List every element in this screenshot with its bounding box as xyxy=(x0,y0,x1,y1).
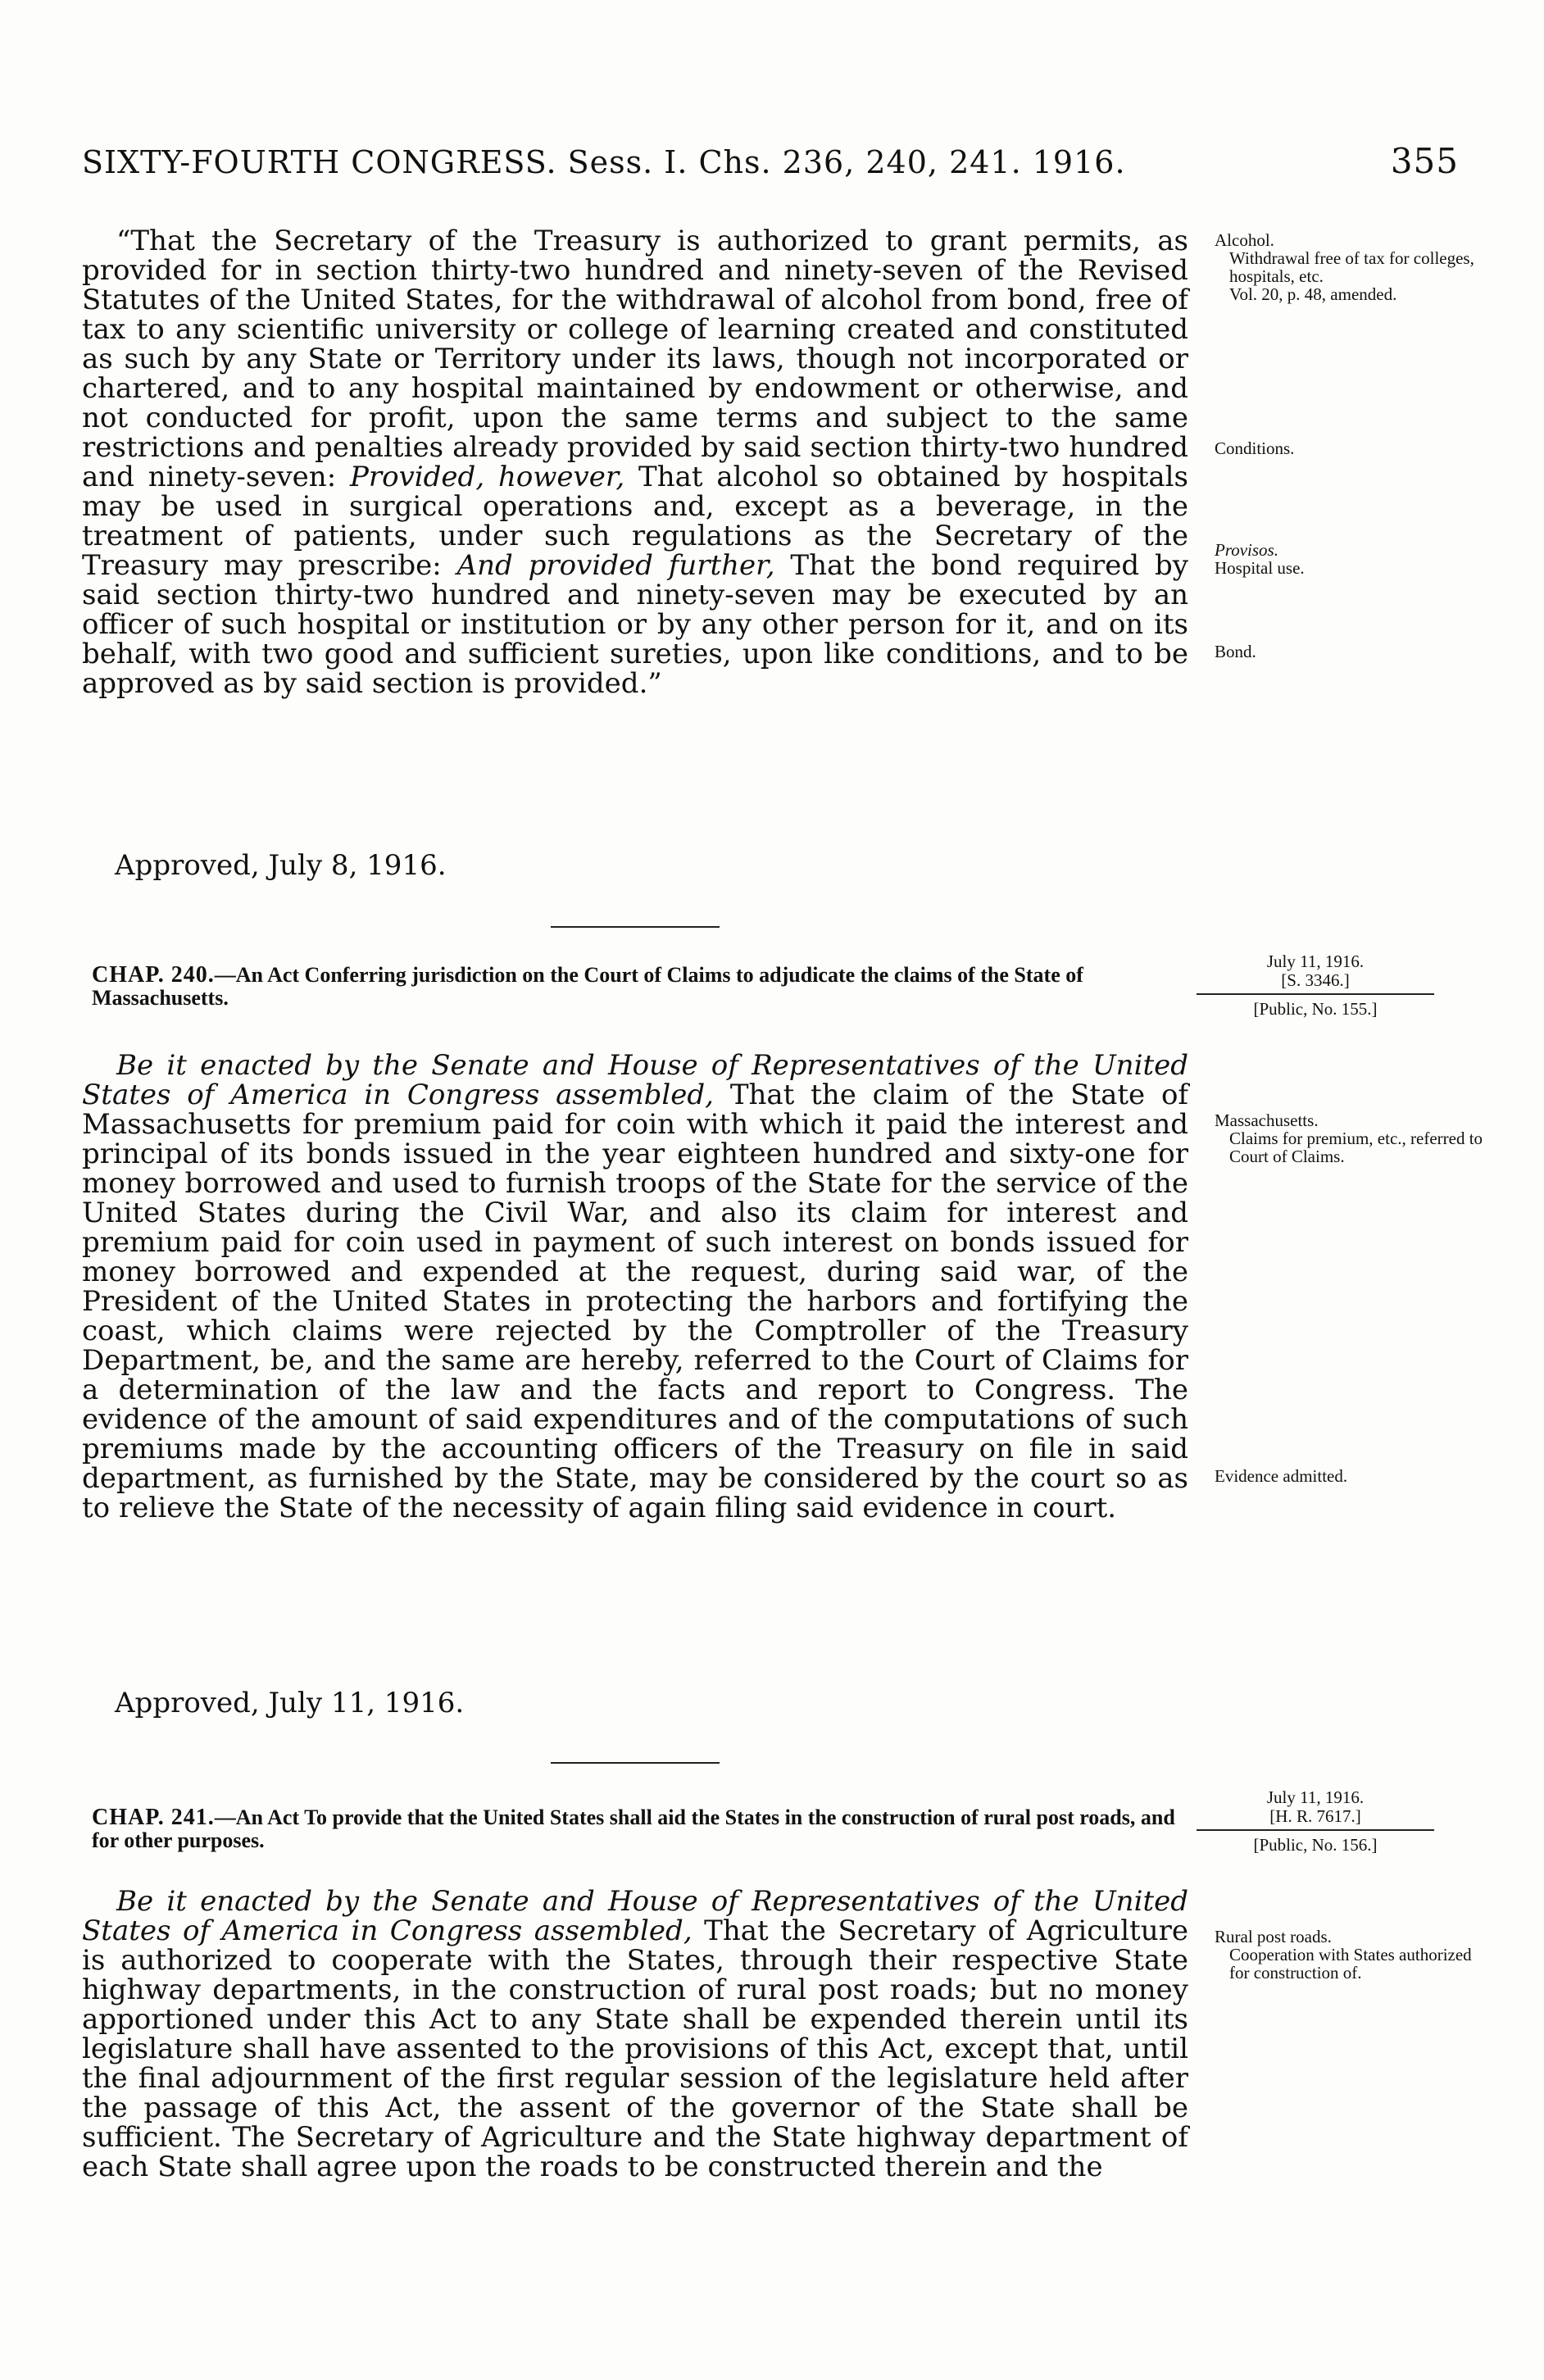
chapter-240-text: Be it enacted by the Senate and House of Representatives of the United States of America in Congress assembled, That the claim of the State of Massachusetts for premium paid for coin with which it paid the interest and principal of its bonds issued in the year eighteen hundred and sixty-one for money borrowed and used to furnish troops of the State for the service of the United States during the Civil War, and also its claim for interest and premium paid for coin used in payment of such interest on bonds issued for money borrowed and expended at the request, during said war, of the President of the United States in protecting the harbors and fortifying the coast, which claims were rejected by the Comptroller of the Treasury Department, be, and the same are hereby, referred to the Court of Claims for a determination of the law and the facts and report to Congress. The evidence of the amount of said expenditures and of the computations of such premiums made by the accounting officers of the Treasury on file in said department, as furnished by the State, may be considered by the court so as to relieve the State of the necessity of again filing said evidence in court. xyxy=(82,1049,1188,1524)
margin-note-conditions: Conditions. xyxy=(1215,438,1295,458)
running-head-text: SIXTY-FOURTH CONGRESS. Sess. I. Chs. 236, 240, 241. 1916. xyxy=(82,144,1126,180)
section-236-text xyxy=(82,226,1188,698)
proviso-2: And provided further, xyxy=(456,549,775,582)
chapter-241-number: CHAP. 241. xyxy=(92,1805,215,1830)
chapter-241-heading xyxy=(92,1806,1182,1852)
chapter-241-text: Be it enacted by the Senate and House of Representatives of the United States of America in Congress assembled, That the Secretary of Agriculture is authorized to cooperate with the States, through their respective State highway departments, in the construction of rural post roads; but no money apportioned under this Act to any State shall be expended therein until its legislature shall have assented to the provisions of this Act, except that, until the final adjournment of the first regular session of the legislature held after the passage of this Act, the assent of the governor of the State shall be sufficient. The Secretary of Agriculture and the State highway department of each State shall agree upon the roads to be constructed therein and the xyxy=(82,1885,1188,2183)
enacting-clause-241: Be it enacted by the Senate and House of Representatives of the United States of America in Congress assembled, xyxy=(82,1885,1188,1947)
chapter-240-heading xyxy=(92,964,1182,1010)
approved-240: Approved, July 11, 1916. xyxy=(115,1687,465,1719)
margin-note-provisos: Provisos. Hospital use. xyxy=(1215,540,1305,578)
margin-note-rural-roads: Rural post roads. Cooperation with States authorized for construction of. xyxy=(1215,1927,1472,1983)
approved-236: Approved, July 8, 1916. xyxy=(115,849,447,882)
margin-note-massachusetts: Massachusetts. Claims for premium, etc., referred to Court of Claims. xyxy=(1215,1111,1483,1166)
page-number: 355 xyxy=(1390,141,1459,181)
enacting-clause-240: Be it enacted by the Senate and House of Representatives of the United States of America in Congress assembled, xyxy=(82,1049,1188,1111)
section-236-paragraph: “That the Secretary of the Treasury is authorized to grant permits, as provided for in section thirty-two hundred and ninety-seven of the Revised Statutes of the United States, for the withdrawal of alcohol from bond, free of tax to any scientific university or college of learning created and constituted as such by any State or Territory under its laws, though not incorporated or chartered, and to any hospital maintained by endowment or otherwise, and not conducted for profit, upon the same terms and subject to the same restrictions and penalties already provided by said section thirty-two hundred and ninety-seven: Provided, however, That alcohol so obtained by hospitals may be used in surgical operations and, except as a beverage, in the treatment of patients, under such regulations as the Secretary of the Treasury may prescribe: And provided further, That the bond required by said section thirty-two hundred and ninety-seven may be executed by an officer of such hospital or institution or by any other person for it, and on its behalf, with two good and sufficient sureties, upon like conditions, and to be approved as by said section is provided.” xyxy=(82,225,1188,700)
section-divider xyxy=(551,926,720,928)
margin-note-alcohol: Alcohol. Withdrawal free of tax for colleges, hospitals, etc. Vol. 20, p. 48, amended. xyxy=(1215,230,1474,304)
running-head xyxy=(82,141,1459,181)
margin-note-bond: Bond. xyxy=(1215,642,1256,661)
chapter-241-dateblock: July 11, 1916. [H. R. 7617.] [Public, No. 156.] xyxy=(1197,1788,1434,1855)
proviso-1: Provided, however, xyxy=(349,461,625,493)
chapter-240-dateblock: July 11, 1916. [S. 3346.] [Public, No. 155.] xyxy=(1197,952,1434,1019)
dateblock-rule xyxy=(1197,1829,1434,1831)
margin-note-evidence: Evidence admitted. xyxy=(1215,1466,1348,1486)
chapter-240-title: —An Act Conferring jurisdiction on the Court of Claims to adjudicate the claims of the State of Massachusetts. xyxy=(92,963,1083,1010)
chapter-241-title: —An Act To provide that the United States shall aid the States in the construction of rural post roads, and for other purposes. xyxy=(92,1805,1175,1852)
section-divider xyxy=(551,1762,720,1764)
dateblock-rule xyxy=(1197,993,1434,995)
chapter-240-number: CHAP. 240. xyxy=(92,962,215,988)
